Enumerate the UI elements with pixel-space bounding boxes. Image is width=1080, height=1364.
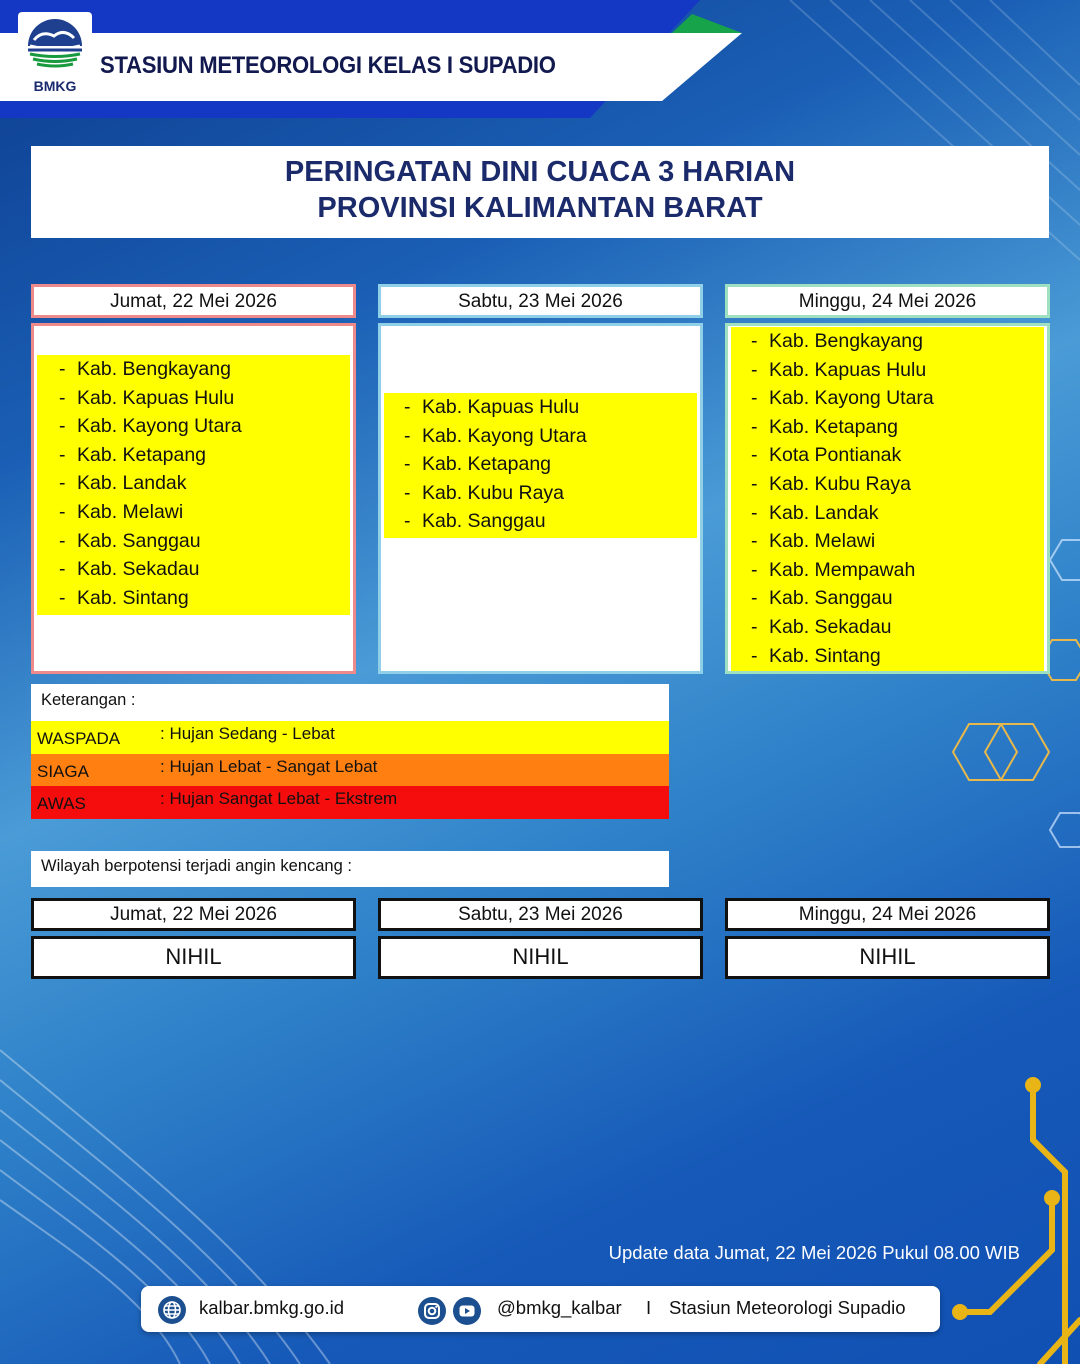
area-name: Kab. Landak bbox=[77, 472, 187, 495]
list-item bbox=[39, 441, 350, 470]
footer-bar bbox=[141, 1286, 940, 1332]
list-bullet: - bbox=[751, 472, 758, 495]
list-bullet: - bbox=[59, 358, 66, 380]
list-bullet: - bbox=[751, 615, 758, 638]
list-item bbox=[39, 469, 350, 498]
list-item bbox=[384, 393, 697, 422]
area-name: Kab. Mempawah bbox=[769, 558, 916, 581]
area-name: Kab. Melawi bbox=[77, 500, 184, 523]
list-item bbox=[731, 441, 1044, 470]
list-bullet: - bbox=[751, 330, 758, 352]
wind-heading: Wilayah berpotensi terjadi angin kencang : bbox=[31, 851, 669, 887]
wind-day-3-value: NIHIL bbox=[725, 936, 1050, 979]
wind-day-3-header: Minggu, 24 Mei 2026 bbox=[725, 898, 1050, 931]
list-bullet: - bbox=[751, 501, 758, 524]
list-bullet: - bbox=[59, 529, 66, 552]
day-2-header: Sabtu, 23 Mei 2026 bbox=[378, 284, 703, 318]
legend-level: SIAGA bbox=[37, 762, 89, 781]
legend-awas bbox=[31, 786, 669, 819]
list-item bbox=[384, 479, 697, 508]
list-item bbox=[39, 355, 350, 384]
instagram-icon[interactable] bbox=[417, 1296, 447, 1326]
list-bullet: - bbox=[404, 396, 411, 418]
area-name: Kab. Ketapang bbox=[422, 453, 552, 476]
logo-text: BMKG bbox=[33, 78, 77, 94]
area-name: Kab. Sintang bbox=[769, 644, 881, 667]
legend-waspada bbox=[31, 721, 669, 754]
day-3-warning-box bbox=[725, 323, 1050, 674]
area-name: Kab. Sekadau bbox=[769, 615, 892, 638]
list-item bbox=[731, 413, 1044, 442]
area-name: Kab. Kayong Utara bbox=[77, 415, 242, 438]
list-item bbox=[731, 527, 1044, 556]
area-name: Kab. Sekadau bbox=[77, 558, 200, 581]
footer-separator: I bbox=[646, 1297, 652, 1318]
area-name: Kab. Bengkayang bbox=[77, 358, 231, 380]
list-bullet: - bbox=[59, 500, 66, 523]
area-name: Kab. Kapuas Hulu bbox=[769, 358, 927, 381]
list-bullet: - bbox=[751, 530, 758, 553]
area-name: Kab. Bengkayang bbox=[769, 330, 923, 352]
list-bullet: - bbox=[751, 558, 758, 581]
day-1-area-list bbox=[37, 355, 350, 615]
area-name: Kab. Kapuas Hulu bbox=[77, 386, 235, 409]
list-item bbox=[39, 527, 350, 556]
legend-heading: Keterangan : bbox=[31, 684, 669, 721]
legend-level: WASPADA bbox=[37, 729, 121, 748]
social-handle[interactable]: @bmkg_kalbar bbox=[497, 1297, 622, 1318]
area-name: Kota Pontianak bbox=[769, 444, 902, 467]
day-1-header: Jumat, 22 Mei 2026 bbox=[31, 284, 356, 318]
page-title bbox=[31, 146, 1049, 238]
list-bullet: - bbox=[404, 510, 411, 533]
area-name: Kab. Melawi bbox=[769, 530, 876, 553]
list-bullet: - bbox=[404, 481, 411, 504]
list-item bbox=[39, 498, 350, 527]
day-2-warning-box bbox=[378, 323, 703, 674]
footer-station-name: Stasiun Meteorologi Supadio bbox=[669, 1297, 906, 1318]
wind-day-1-header: Jumat, 22 Mei 2026 bbox=[31, 898, 356, 931]
list-item bbox=[731, 642, 1044, 671]
list-item bbox=[384, 422, 697, 451]
list-item bbox=[39, 412, 350, 441]
area-name: Kab. Sanggau bbox=[422, 510, 546, 533]
area-name: Kab. Kapuas Hulu bbox=[422, 396, 580, 418]
legend-level: AWAS bbox=[37, 794, 86, 813]
list-bullet: - bbox=[59, 558, 66, 581]
day-3-header: Minggu, 24 Mei 2026 bbox=[725, 284, 1050, 318]
list-item bbox=[731, 613, 1044, 642]
title-line-2: PROVINSI KALIMANTAN BARAT bbox=[317, 192, 763, 224]
area-name: Kab. Sintang bbox=[77, 586, 189, 609]
list-item bbox=[731, 470, 1044, 499]
list-item bbox=[39, 584, 350, 613]
list-item bbox=[731, 356, 1044, 385]
area-name: Kab. Kayong Utara bbox=[769, 387, 934, 410]
website-link[interactable]: kalbar.bmkg.go.id bbox=[199, 1297, 345, 1318]
list-bullet: - bbox=[59, 386, 66, 409]
list-item bbox=[39, 555, 350, 584]
area-name: Kab. Landak bbox=[769, 501, 879, 524]
list-bullet: - bbox=[404, 453, 411, 476]
area-name: Kab. Kubu Raya bbox=[769, 472, 912, 495]
list-item bbox=[384, 450, 697, 479]
title-line-1: PERINGATAN DINI CUACA 3 HARIAN bbox=[284, 156, 796, 188]
list-item bbox=[384, 507, 697, 536]
area-name: Kab. Kubu Raya bbox=[422, 481, 565, 504]
day-2-area-list bbox=[384, 393, 697, 538]
wind-day-2-value: NIHIL bbox=[378, 936, 703, 979]
youtube-icon[interactable] bbox=[452, 1296, 482, 1326]
list-bullet: - bbox=[751, 587, 758, 610]
list-item bbox=[731, 327, 1044, 356]
list-bullet: - bbox=[751, 387, 758, 410]
list-item bbox=[731, 584, 1044, 613]
wind-day-2-header: Sabtu, 23 Mei 2026 bbox=[378, 898, 703, 931]
list-bullet: - bbox=[59, 472, 66, 495]
list-item bbox=[731, 499, 1044, 528]
area-name: Kab. Ketapang bbox=[77, 443, 207, 466]
day-3-area-list bbox=[731, 327, 1044, 671]
list-bullet: - bbox=[404, 424, 411, 447]
bmkg-logo bbox=[18, 12, 92, 98]
list-item bbox=[39, 384, 350, 413]
globe-icon bbox=[157, 1295, 187, 1325]
station-name: STASIUN METEOROLOGI KELAS I SUPADIO bbox=[100, 52, 556, 79]
list-bullet: - bbox=[751, 644, 758, 667]
legend-desc: : Hujan Lebat - Sangat Lebat bbox=[160, 757, 378, 776]
list-bullet: - bbox=[59, 586, 66, 609]
area-name: Kab. Kayong Utara bbox=[422, 424, 587, 447]
update-timestamp: Update data Jumat, 22 Mei 2026 Pukul 08.00 WIB bbox=[608, 1242, 1020, 1263]
legend-desc: : Hujan Sangat Lebat - Ekstrem bbox=[160, 789, 398, 808]
list-bullet: - bbox=[59, 415, 66, 438]
bmkg-logo-icon bbox=[24, 16, 86, 76]
wind-day-1-value: NIHIL bbox=[31, 936, 356, 979]
list-bullet: - bbox=[751, 358, 758, 381]
list-item bbox=[731, 384, 1044, 413]
legend-siaga bbox=[31, 754, 669, 787]
day-1-warning-box bbox=[31, 323, 356, 674]
list-bullet: - bbox=[751, 444, 758, 467]
list-bullet: - bbox=[751, 415, 758, 438]
legend-desc: : Hujan Sedang - Lebat bbox=[160, 724, 335, 743]
list-item bbox=[731, 556, 1044, 585]
area-name: Kab. Sanggau bbox=[77, 529, 201, 552]
area-name: Kab. Ketapang bbox=[769, 415, 899, 438]
area-name: Kab. Sanggau bbox=[769, 587, 893, 610]
list-bullet: - bbox=[59, 443, 66, 466]
